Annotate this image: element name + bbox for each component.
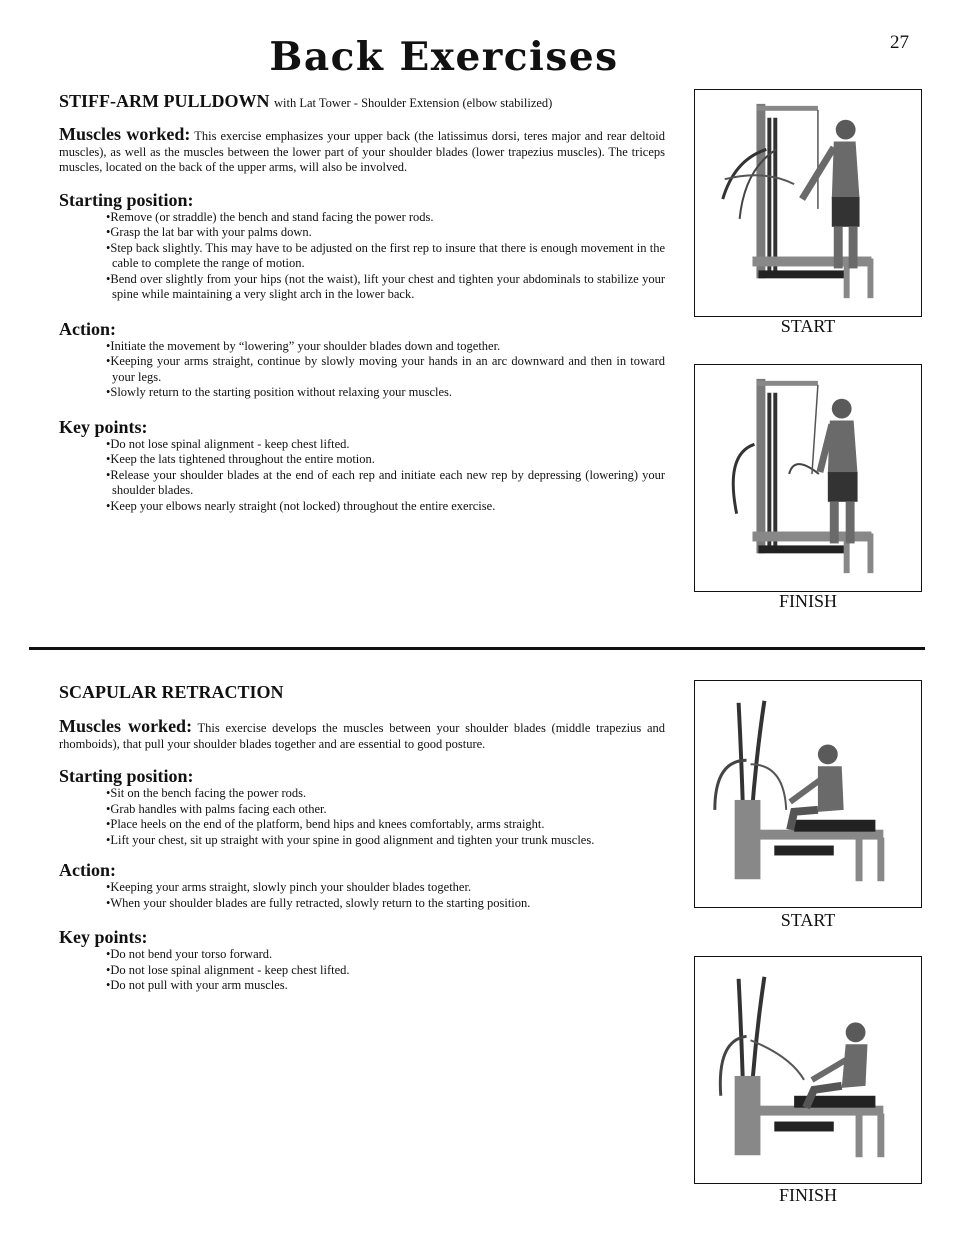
retraction-start-illustration	[695, 681, 921, 907]
retraction-finish-illustration	[695, 957, 921, 1183]
list-item: •When your shoulder blades are fully retracted, slowly return to the starting position.	[106, 895, 531, 910]
exercise-1-start-caption: START	[780, 316, 836, 336]
list-item: •Remove (or straddle) the bench and stand facing the power rods.	[106, 209, 434, 224]
list-item: •Keep your elbows nearly straight (not locked) throughout the entire exercise.	[106, 498, 496, 513]
exercise-1-title: STIFF-ARM PULLDOWN	[59, 91, 270, 111]
exercise-2-starting-heading: Starting position:	[59, 766, 194, 786]
exercise-2-key-list	[59, 947, 665, 994]
list-item: •Place heels on the end of the platform, bend hips and knees comfortably, arms straight.	[106, 817, 545, 831]
exercise-2-title: SCAPULAR RETRACTION	[59, 682, 284, 702]
exercise-2-finish-photo	[694, 956, 922, 1184]
page-title: Back Exercises	[269, 34, 619, 80]
list-item: •Bend over slightly from your hips (not the waist), lift your chest and tighten your abdominals to stabilize your spine while maintaining a very slight arch in the lower back.	[106, 271, 665, 301]
list-item: •Do not bend your torso forward.	[106, 947, 273, 961]
exercise-2-key-heading: Key points:	[59, 927, 148, 947]
exercise-2-starting-block	[59, 766, 665, 848]
list-item: •Keeping your arms straight, slowly pinch your shoulder blades together.	[106, 880, 472, 894]
exercise-2-starting-list	[59, 786, 665, 848]
exercise-1-key-list	[59, 437, 665, 515]
exercise-1-key-block	[59, 417, 665, 515]
list-item: •Step back slightly. This may have to be adjusted on the first rep to insure that there is enough movement in the cable to complete the range of motion.	[106, 240, 665, 270]
list-item: •Keeping your arms straight, continue by slowly moving your hands in an arc downward and then in toward your legs.	[106, 354, 665, 384]
exercise-1-muscles	[59, 124, 666, 176]
list-item: •Do not lose spinal alignment - keep chest lifted.	[106, 962, 350, 977]
pulldown-start-illustration	[695, 90, 921, 316]
exercise-2-action-list	[59, 880, 665, 911]
exercise-1-starting-list	[59, 210, 665, 303]
exercise-2-action-heading: Action:	[59, 860, 116, 880]
exercise-1-action-list	[59, 339, 665, 401]
exercise-1-finish-photo	[694, 364, 922, 592]
list-item: •Sit on the bench facing the power rods.	[106, 786, 307, 800]
exercise-1-starting-block	[59, 190, 665, 303]
list-item: •Slowly return to the starting position without relaxing your muscles.	[106, 385, 453, 399]
exercise-2-muscles-heading: Muscles worked:	[59, 716, 193, 736]
exercise-1-action-block	[59, 319, 665, 401]
list-item: •Do not lose spinal alignment - keep chest lifted.	[106, 436, 350, 451]
list-item: •Release your shoulder blades at the end of each rep and initiate each new rep by depressing (lowering) your shoulder blades.	[106, 467, 665, 497]
exercise-2-start-photo	[694, 680, 922, 908]
exercise-1-action-heading: Action:	[59, 318, 116, 339]
pulldown-finish-illustration	[695, 365, 921, 591]
exercise-1-finish-caption: FINISH	[778, 591, 837, 611]
exercise-1-key-heading: Key points:	[59, 416, 148, 437]
exercise-2-muscles	[59, 716, 665, 752]
list-item: •Grab handles with palms facing each other.	[106, 801, 327, 816]
list-item: •Initiate the movement by “lowering” your shoulder blades down and together.	[106, 338, 501, 353]
list-item: •Grasp the lat bar with your palms down.	[106, 225, 312, 239]
exercise-1-starting-heading: Starting position:	[59, 189, 194, 210]
list-item: •Do not pull with your arm muscles.	[106, 978, 288, 992]
exercise-1-muscles-heading: Muscles worked:	[59, 124, 191, 144]
exercise-2-muscles-text: This exercise develops the muscles between your shoulder blades (middle trapezius and rhomboids), that pull your shoulder blades together and are essential to good posture.	[59, 721, 665, 751]
exercise-2-finish-caption: FINISH	[778, 1185, 837, 1205]
exercise-1-section	[59, 90, 665, 514]
exercise-2-key-block	[59, 927, 665, 994]
list-item: •Keep the lats tightened throughout the entire motion.	[106, 452, 375, 466]
exercise-1-subtitle: with Lat Tower - Shoulder Extension (elbow stabilized)	[274, 96, 553, 110]
exercise-2-start-caption: START	[780, 910, 836, 930]
list-item: •Lift your chest, sit up straight with your spine in good alignment and tighten your trunk muscles.	[106, 832, 595, 847]
exercise-1-muscles-text: This exercise emphasizes your upper back (the latissimus dorsi, teres major and rear deltoid muscles), as well as the muscles between the lower part of your shoulder blades (lower trapezius muscles). The triceps muscles, located on the back of the upper arms, will also be involved.	[59, 129, 666, 174]
exercise-1-heading	[59, 90, 665, 114]
exercise-2-section	[59, 681, 665, 994]
section-divider	[29, 647, 925, 650]
exercise-1-start-photo	[694, 89, 922, 317]
page-number: 27	[890, 32, 909, 53]
exercise-2-action-block	[59, 860, 665, 911]
